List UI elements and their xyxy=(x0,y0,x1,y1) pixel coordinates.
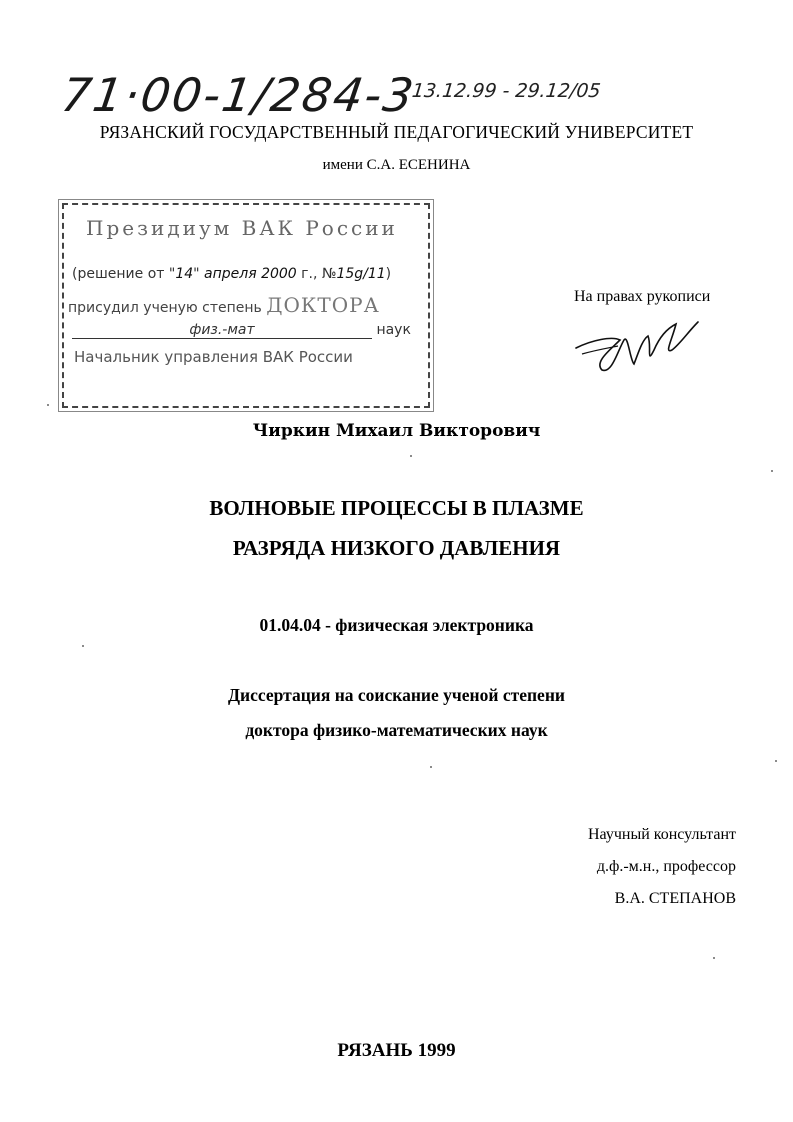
dissertation-title-line-2: РАЗРЯДА НИЗКОГО ДАВЛЕНИЯ xyxy=(232,536,561,560)
stamp-decision-day: 14 xyxy=(175,266,194,282)
scan-speck xyxy=(410,455,412,457)
signature-icon xyxy=(572,310,702,380)
scan-speck xyxy=(775,760,777,762)
university-name: РЯЗАНСКИЙ ГОСУДАРСТВЕННЫЙ ПЕДАГОГИЧЕСКИЙ УНИВЕРСИТЕТ xyxy=(99,122,694,142)
stamp-field xyxy=(72,322,422,339)
manuscript-note: На правах рукописи xyxy=(574,288,711,305)
consultant-role: Научный консультант xyxy=(588,826,736,843)
stamp-decision-mid: " xyxy=(193,266,205,282)
university-named-after: имени С.А. ЕСЕНИНА xyxy=(322,157,471,173)
stamp-decision-end: ) xyxy=(385,266,392,282)
city-year: РЯЗАНЬ 1999 xyxy=(337,1040,456,1061)
stamp-decision-suffix: г., № xyxy=(296,266,337,282)
author-name: Чиркин Михаил Викторович xyxy=(252,421,541,441)
stamp-presidium: Президиум ВАК России xyxy=(86,216,398,240)
stamp-field-suffix: наук xyxy=(376,322,411,338)
stamp-awarded-degree: ДОКТОРА xyxy=(266,293,380,317)
stamp-decision-prefix: (решение от " xyxy=(72,266,176,282)
stamp-decision-month: апреля 2000 xyxy=(204,266,297,282)
stamp-awarded-prefix: присудил ученую степень xyxy=(68,300,262,316)
stamp-chief: Начальник управления ВАК России xyxy=(74,348,353,366)
scan-speck xyxy=(713,957,715,959)
handwritten-catalog-number: 71·00-1/284-3 xyxy=(58,68,419,122)
scan-speck xyxy=(430,766,432,768)
stamp-field-handwritten: физ.-мат xyxy=(72,322,372,339)
scan-speck xyxy=(47,404,49,406)
degree-line-2: доктора физико-математических наук xyxy=(245,720,548,740)
dissertation-title-line-1: ВОЛНОВЫЕ ПРОЦЕССЫ В ПЛАЗМЕ xyxy=(209,496,584,520)
scan-speck xyxy=(82,645,84,647)
specialty-code: 01.04.04 - физическая электроника xyxy=(259,615,534,635)
stamp-decision xyxy=(72,266,391,282)
handwritten-dates: 13.12.99 - 29.12/05 xyxy=(410,80,602,102)
stamp-decision-number: 15g/11 xyxy=(336,266,386,282)
consultant-name: В.А. СТЕПАНОВ xyxy=(614,890,736,907)
stamp-awarded xyxy=(68,293,380,317)
consultant-credentials: д.ф.-м.н., профессор xyxy=(596,858,736,875)
degree-line-1: Диссертация на соискание ученой степени xyxy=(228,685,565,705)
scan-speck xyxy=(771,470,773,472)
